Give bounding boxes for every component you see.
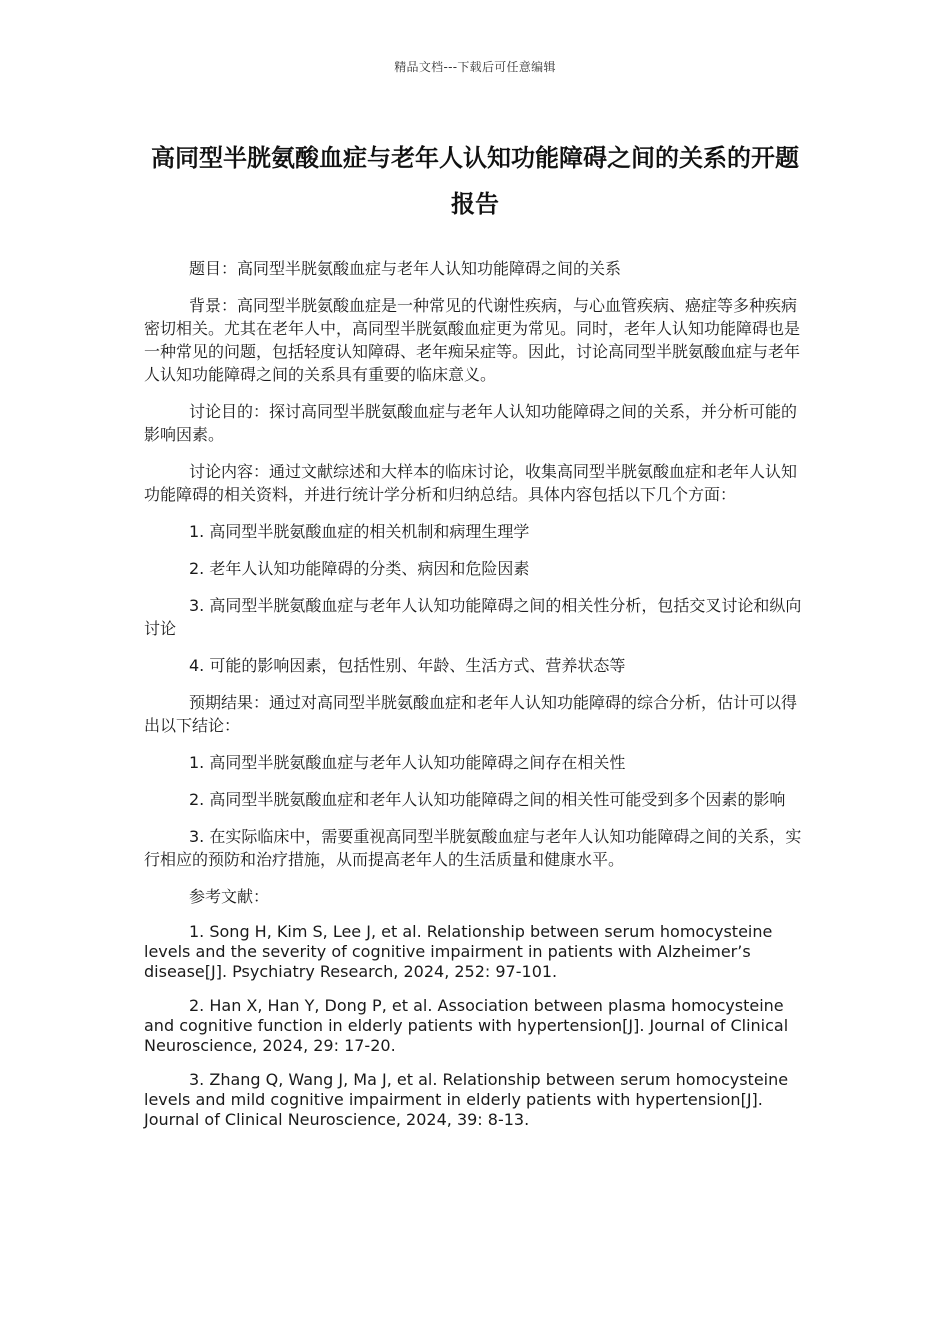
document-body (144, 257, 804, 1144)
page-header: 精品文档---下载后可任意编辑 (394, 60, 556, 74)
content-item-1: 1. 高同型半胱氨酸血症的相关机制和病理生理学 (189, 522, 530, 541)
paragraph-purpose: 讨论目的：探讨高同型半胱氨酸血症与老年人认知功能障碍之间的关系，并分析可能的影响因素。 (144, 402, 798, 444)
document-title: 高同型半胱氨酸血症与老年人认知功能障碍之间的关系的开题报告 (151, 144, 799, 218)
result-item-3: 3. 在实际临床中，需要重视高同型半胱氨酸血症与老年人认知功能障碍之间的关系，实行相应的预防和治疗措施，从而提高老年人的生活质量和健康水平。 (144, 827, 802, 869)
content-item-2: 2. 老年人认知功能障碍的分类、病因和危险因素 (189, 559, 530, 578)
paragraph-expected-results: 预期结果：通过对高同型半胱氨酸血症和老年人认知功能障碍的综合分析，估计可以得出以下结论： (144, 693, 798, 735)
result-item-1: 1. 高同型半胱氨酸血症与老年人认知功能障碍之间存在相关性 (189, 753, 626, 772)
references-heading: 参考文献： (189, 887, 270, 906)
paragraph-topic: 题目：高同型半胱氨酸血症与老年人认知功能障碍之间的关系 (189, 259, 622, 278)
reference-item-1: 1. Song H, Kim S, Lee J, et al. Relationship between serum homocysteine levels and the severity of cognitive impairment in patients with Alzheimer’s disease[J]. Psychiatry Research, 2024, 252: 97-101. (144, 922, 773, 981)
reference-item-3: 3. Zhang Q, Wang J, Ma J, et al. Relationship between serum homocysteine levels and mild cognitive impairment in elderly patients with hypertension[J]. Journal of Clinical Neuroscience, 2024, 39: 8-13. (144, 1070, 789, 1129)
reference-item-2: 2. Han X, Han Y, Dong P, et al. Association between plasma homocysteine and cognitive function in elderly patients with hypertension[J]. Journal of Clinical Neuroscience, 2024, 29: 17-20. (144, 996, 789, 1055)
paragraph-background: 背景：高同型半胱氨酸血症是一种常见的代谢性疾病，与心血管疾病、癌症等多种疾病密切相关。尤其在老年人中，高同型半胱氨酸血症更为常见。同时，老年人认知功能障碍也是一种常见的问题，包括轻度认知障碍、老年痴呆症等。因此，讨论高同型半胱氨酸血症与老年人认知功能障碍之间的关系具有重要的临床意义。 (144, 296, 801, 384)
paragraph-content: 讨论内容：通过文献综述和大样本的临床讨论，收集高同型半胱氨酸血症和老年人认知功能障碍的相关资料，并进行统计学分析和归纳总结。具体内容包括以下几个方面： (144, 462, 798, 504)
result-item-2: 2. 高同型半胱氨酸血症和老年人认知功能障碍之间的相关性可能受到多个因素的影响 (189, 790, 786, 809)
content-item-3: 3. 高同型半胱氨酸血症与老年人认知功能障碍之间的相关性分析，包括交叉讨论和纵向讨论 (144, 596, 802, 638)
content-item-4: 4. 可能的影响因素，包括性别、年龄、生活方式、营养状态等 (189, 656, 626, 675)
